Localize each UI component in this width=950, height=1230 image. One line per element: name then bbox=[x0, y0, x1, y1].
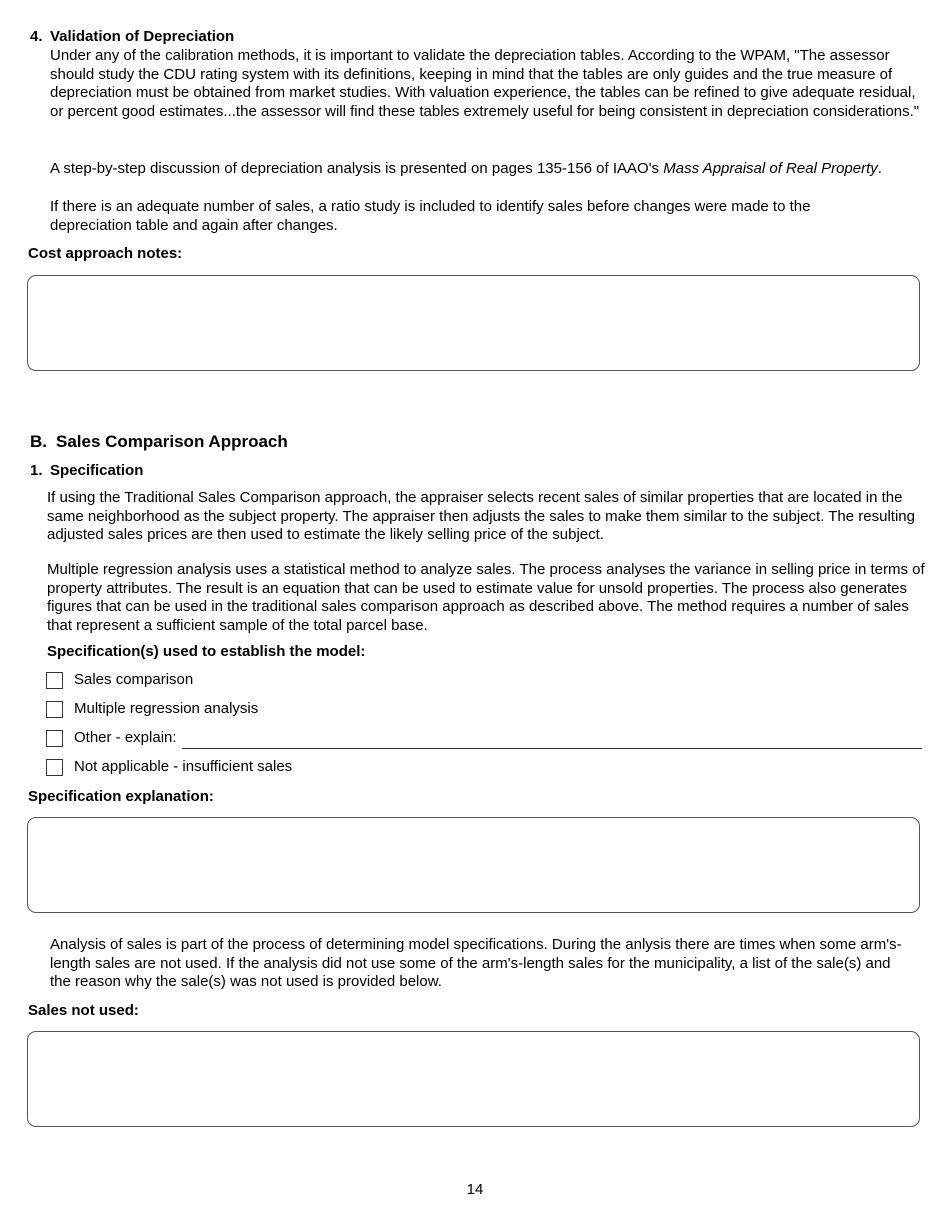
not-applicable-checkbox[interactable] bbox=[46, 759, 63, 776]
depreciation-paragraph-3: If there is an adequate number of sales, a ratio study is included to identify sales before changes were made to the depreciation table and again after changes. bbox=[50, 198, 811, 234]
sales-comparison-checkbox[interactable] bbox=[46, 672, 63, 689]
cost-approach-notes-field[interactable] bbox=[27, 275, 920, 371]
depreciation-paragraph-1: Under any of the calibration methods, it is important to validate the depreciation tables. According to the WPAM, "The assessor should study the CDU rating system with its definitions, keeping in mind that the tables are only guides and the true measure of depreciation must be obtained from market studies. With valuation experience, the tables can be refined to give adequate residual, or percent good estimates...the assessor will find these tables extremely useful for being consistent in depreciation considerations." bbox=[50, 47, 920, 120]
section-b-letter: B. bbox=[30, 432, 47, 451]
sales-comparison-label: Sales comparison bbox=[74, 671, 194, 688]
multiple-regression-checkbox[interactable] bbox=[46, 701, 63, 718]
depreciation-paragraph-2: A step-by-step discussion of depreciation analysis is presented on pages 135-156 of IAAO's Mass Appraisal of Real Property. bbox=[50, 160, 882, 177]
specification-title: Specification bbox=[50, 462, 144, 479]
not-applicable-label: Not applicable - insufficient sales bbox=[74, 758, 293, 775]
specification-explanation-field[interactable] bbox=[27, 817, 920, 913]
other-explain-label: Other - explain: bbox=[74, 729, 177, 746]
section-4-title: Validation of Depreciation bbox=[50, 28, 235, 45]
specification-number: 1. bbox=[30, 462, 43, 479]
sales-analysis-paragraph: Analysis of sales is part of the process of determining model specifications. During the anlysis there are times when some arm's-length sales are not used. If the analysis did not use some of the arm's-length sales for the municipality, a list of the sale(s) and the reason why the sale(s) was not used is provided below. bbox=[50, 936, 902, 991]
specification-paragraph-1: If using the Traditional Sales Comparison approach, the appraiser selects recent sales of similar properties that are located in the same neighborhood as the subject property. The appraiser then adjusts the sales to make them similar to the subject. The resulting adjusted sales prices are then used to estimate the likely selling price of the subject. bbox=[47, 489, 915, 544]
sales-not-used-label: Sales not used: bbox=[28, 1002, 139, 1019]
section-b-title: Sales Comparison Approach bbox=[56, 432, 288, 451]
cost-approach-notes-label: Cost approach notes: bbox=[28, 245, 183, 262]
specification-explanation-label: Specification explanation: bbox=[28, 788, 214, 805]
specification-paragraph-2: Multiple regression analysis uses a statistical method to analyze sales. The process analyses the variance in selling price in terms of property attributes. The result is an equation that can be used to estimate value for unsold properties. The process also generates figures that can be used in the traditional sales comparison approach as described above. The method requires a number of sales that represent a sufficient sample of the total parcel base. bbox=[47, 561, 925, 634]
model-specification-label: Specification(s) used to establish the model: bbox=[47, 643, 366, 660]
page-number: 14 bbox=[466, 1181, 484, 1198]
other-explain-input-line[interactable] bbox=[182, 748, 922, 749]
other-explain-checkbox[interactable] bbox=[46, 730, 63, 747]
book-title: Mass Appraisal of Real Property bbox=[663, 160, 878, 177]
section-4-number: 4. bbox=[30, 28, 43, 45]
multiple-regression-label: Multiple regression analysis bbox=[74, 700, 259, 717]
sales-not-used-field[interactable] bbox=[27, 1031, 920, 1127]
